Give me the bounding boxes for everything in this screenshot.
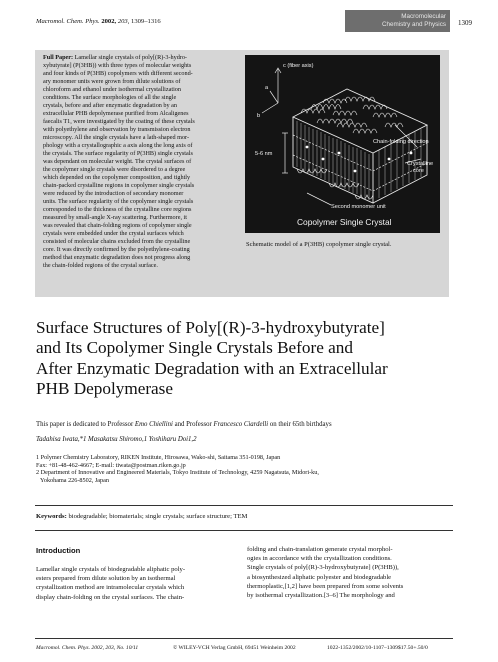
abstract-line: crystals were embedded under the crystal surfaces which [43, 229, 184, 237]
body-line: crystallization method are intramolecular crystals which [36, 584, 185, 592]
abstract-line: phology with a crystallographic a axis along the long axis of [43, 141, 193, 149]
footer-citation: Macromol. Chem. Phys. 2002, 203, No. 10/11 [36, 645, 139, 651]
footer-publisher: © WILEY-VCH Verlag GmbH, 69451 Weinheim 2002 [173, 645, 296, 651]
body-line: by isothermal crystallization.[3–6] The morphology and [247, 592, 395, 600]
abstract-line: measured by small-angle X-ray scattering. Furthermore, it [43, 213, 187, 221]
affiliation-line: 2 Department of Innovative and Engineered Materials, Tokyo Institute of Technology, 4259 Nagatsuta, Midori-ku, [36, 469, 319, 477]
abstract-line: ary monomer units were grown from dilute solutions of [43, 77, 181, 85]
c-axis-label: c (fiber axis) [283, 63, 314, 69]
body-line: display chain-folding on the crystal surfaces. The chain- [36, 593, 185, 601]
b-axis-arrow [262, 103, 278, 113]
abstract-line: chain-packed crystalline regions in copolymer single crystals [43, 181, 195, 189]
abstract-line: were reduced by the introduction of secondary monomer [43, 189, 184, 197]
divider [35, 505, 453, 506]
body-column-right [247, 545, 450, 600]
abstract-line-text: Lamellar single crystals of poly[(R)-3-hydro- [74, 54, 187, 61]
article-title [36, 318, 456, 400]
second-monomer-pointer [307, 193, 331, 205]
divider [35, 530, 453, 531]
abstract-line: the crystals. The surface regularity of P(3HB) single crystals [43, 149, 193, 157]
body-line: a biosynthesized aliphatic polyester and biodegradable [247, 573, 392, 581]
abstract-line: was revealed that chain-folding regions of copolymer single [43, 221, 192, 229]
dedication-suffix: on their 65th birthdays [269, 421, 332, 428]
figure-caption: Schematic model of a P(3HB) copolymer single crystal. [246, 241, 392, 248]
crystal-model-diagram [245, 55, 440, 233]
body-line: esters prepared from dilute solution by an isothermal [36, 575, 176, 583]
thickness-label: 5-6 nm [255, 151, 273, 157]
dedication-middle: and Professor [174, 421, 212, 428]
keywords [36, 513, 456, 520]
title-line: and Its Copolymer Single Crystals Before and [36, 338, 353, 358]
body-line: folding and chain-translation generate crystal morphol- [247, 546, 393, 553]
affiliation-line: Fax: +81-48-462-4667; E-mail: tiwata@postman.riken.go.jp [36, 461, 186, 469]
crystalline-core-label-1: Crystalline [407, 161, 434, 167]
dedication [36, 421, 456, 428]
affiliation-line: Yokohama 226-8502, Japan [40, 477, 109, 485]
abstract-line: core. It was directly confirmed by the polyethylene-coating [43, 245, 190, 253]
title-line: Surface Structures of Poly[(R)-3-hydroxybutyrate] [36, 318, 385, 337]
a-axis-arrow [270, 91, 278, 103]
journal-volume: 203, [117, 18, 130, 25]
abstract-text [43, 54, 234, 270]
journal-logo [345, 10, 450, 32]
footer-issn: 1022-1352/2002/10-1107–1309$17.50+.50/0 [327, 645, 428, 651]
dedication-person-2: Francesco Ciardelli [213, 421, 269, 428]
dedication-prefix: This paper is dedicated to Professor [36, 421, 134, 428]
abstract-line: conditions. The surface morphologies of all the single [43, 93, 177, 101]
second-monomer-label: Second monomer unit [331, 204, 386, 210]
abstract-line: extracellular PHB depolymerase purified from Alcaligenes [43, 109, 189, 117]
a-axis-label: a [265, 85, 269, 91]
abstract-line: and four kinds of P(3HB) copolymers with different second- [43, 69, 193, 77]
body-line: ogies in accordance with the crystallization conditions. [247, 555, 392, 563]
keywords-label: Keywords: [36, 513, 67, 520]
abstract-line: was dependant on molecular weight. The crystal surfaces of [43, 157, 192, 165]
chain-folding-label: Chain-folding direction [373, 139, 429, 145]
body-line: thermoplastic,[1,2] have been prepared from some solvents [247, 582, 404, 590]
logo-line-1: Macromolecular [401, 13, 446, 20]
b-axis-label: b [257, 113, 261, 119]
title-line: PHB Depolymerase [36, 379, 173, 399]
abstract-line: which depended on the copolymer composition, and tightly [43, 173, 191, 181]
body-column-left [36, 565, 236, 602]
affiliations [36, 454, 456, 485]
journal-year: 2002, [101, 18, 117, 25]
abstract-line: the copolymer single crystals were disordered to a degree [43, 165, 186, 173]
body-line: Lamellar single crystals of biodegradable aliphatic poly- [36, 566, 186, 573]
abstract-line: microscopy. All the single crystals have a lath-shaped mor- [43, 133, 190, 141]
title-line: After Enzymatic Degradation with an Extracellular [36, 358, 388, 378]
page-range: 1309–1316 [131, 18, 161, 25]
abstract-line: crystals, before and after enzymatic degradation by an [43, 101, 178, 109]
abstract-line: with polyethylene and observation by transmission electron [43, 125, 191, 133]
figure-title: Copolymer Single Crystal [297, 217, 392, 227]
body-line: Single crystals of poly[(R)-3-hydroxybutyrate] (P(3HB)), [247, 564, 399, 572]
abstract-line: xybutyrate] (P(3HB)) with three types of molecular weights [43, 61, 192, 69]
abstract-line: chloroform and ethanol under isothermal crystallization [43, 85, 181, 93]
dedication-person-1: Emo Chiellini [134, 421, 173, 428]
affiliation-line: 1 Polymer Chemistry Laboratory, RIKEN Institute, Hirosawa, Wako-shi, Saitama 351-0198, Japan [36, 454, 281, 461]
abstract-line: consisted of molecular chains excluded from the crystalline [43, 237, 191, 245]
author-list: Tadahisa Iwata,*1 Masakatsu Shiromo,1 Yoshiharu Doi1,2 [36, 436, 197, 443]
running-header [36, 18, 161, 25]
logo-line-2: Chemistry and Physics [381, 20, 446, 28]
full-paper-label: Full Paper: [43, 54, 74, 61]
abstract-line: corresponded to the thickness of the crystalline core regions [43, 205, 192, 213]
journal-name: Macromol. Chem. Phys. [36, 18, 100, 25]
page-number: 1309 [458, 19, 472, 27]
abstract-line: units. The surface regularity of the copolymer single crystals [43, 197, 194, 205]
crystalline-core-label-2: core [413, 168, 424, 174]
abstract-line: faecalis T1, were investigated by the coating of these crystals [43, 117, 195, 125]
section-heading: Introduction [36, 546, 81, 555]
keywords-text: biodegradable; biomaterials; single crystals; surface structure; TEM [68, 513, 248, 520]
abstract-line [43, 54, 234, 62]
abstract-line: the chain-folded regions of the crystal surface. [43, 261, 158, 269]
footer-rule [35, 638, 453, 639]
abstract-line: method that enzymatic degradation does not progress along [43, 253, 191, 261]
schematic-figure [245, 55, 440, 233]
